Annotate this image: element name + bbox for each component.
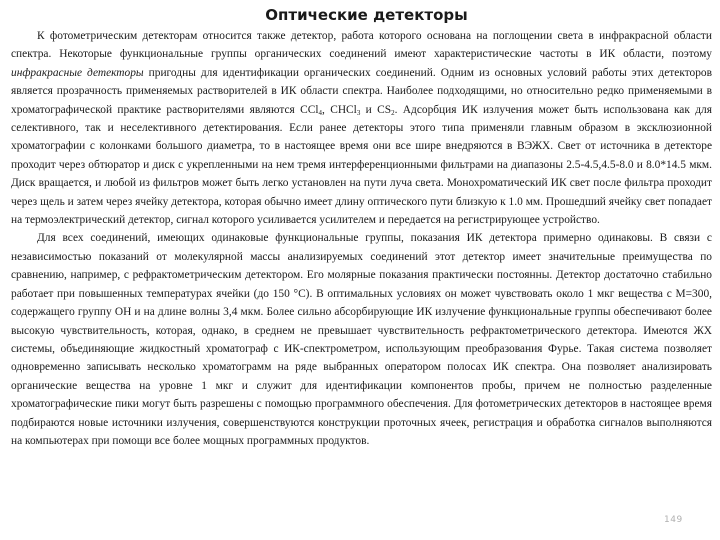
page-title: Оптические детекторы (265, 6, 468, 24)
paragraph-text: , CHCl (322, 103, 357, 116)
subscript: 2 (391, 108, 395, 117)
paragraph-text: К фотометрическим детекторам относится также детектор, работа которого основана на поглощении света в инфракрасной области спектра. Некоторые функциональные группы органических соединений имеют характеристические частоты в ИК области, поэтому (11, 30, 712, 61)
paragraph-text: и CS (360, 103, 392, 116)
paragraph-text: . Адсорбция ИК излучения может быть использована как для селективного, так и неселективного детектирования. Если ранее детекторы этого типа применяли главным образом в эксклюзионной хроматографии с колонками большого диаметра, то в настоящее время они все шире внедряются в ВЭЖХ. Свет от источника в детекторе проходит через обтюратор и диск с укрепленными на нем тремя интерференционными фильтрами на диапазоны 2.5-4.5,4.5-8.0 и 8.0*14.5 мкм. Диск вращается, и любой из фильтров может быть легко установлен на пути луча света. Монохроматический ИК свет после фильтра проходит через щель и затем через ячейку детектора, которая обычно имеет длину оптического пути близкую к 1.0 мм. Прошедший ячейку свет попадает на термоэлектрический детектор, сигнал которого усиливается усилителем и передается на регистрирующее устройство. (11, 103, 712, 227)
subscript: 4 (318, 108, 322, 117)
page-number: 149 (664, 515, 683, 525)
emphasized-term: инфракрасные детекторы (11, 66, 144, 79)
subscript: 3 (356, 108, 361, 117)
paragraph-ir-detectors-intro (11, 27, 712, 229)
paragraph-ir-detector-properties: Для всех соединений, имеющих одинаковые функциональные группы, показания ИК детектора примерно одинаковы. В связи с независимостью показаний от молекулярной массы анализируемых соединений этот детектор имеет значительные преимущества по сравнению, например, с рефрактометрическим детектором. Его молярные показания практически постоянны. Детектор достаточно стабильно работает при повышенных температурах ячейки (до 150 °С). В оптимальных условиях он может чувствовать около 1 мкг вещества с М=300, содержащего группу ОН и на длине волны 3,4 мкм. Более сильно абсорбирующие ИК излучение функциональные группы обеспечивают более высокую чувствительность, которая, однако, в среднем не превышает чувствительность рефрактометрического детектора. Имеются ЖХ системы, объединяющие жидкостный хроматограф с ИК-спектрометром, использующим преобразования Фурье. Такая система позволяет одновременно записывать несколько хроматограмм на ряде выбранных оператором полосах ИК спектра. Она позволяет анализировать органические вещества на уровне 1 мкг и служит для идентификации компонентов пробы, причем не полностью разделенные хроматографические пики могут быть разрешены с помощью программного обеспечения. Для фотометрических детекторов в настоящее время подбираются новые источники излучения, совершенствуются конструкции проточных ячеек, регистрация и обработка сигналов выполняются на компьютерах при помощи все более мощных программных продуктов. (11, 232, 712, 447)
paragraph-text: пригодны для идентификации органических соединений. Одним из основных условий работы этих детекторов является прозрачность применяемых растворителей в ИК области спектра. Наиболее подходящими, но относительно редко применяемыми в хроматографической практике растворителями являются CCl (11, 66, 712, 116)
